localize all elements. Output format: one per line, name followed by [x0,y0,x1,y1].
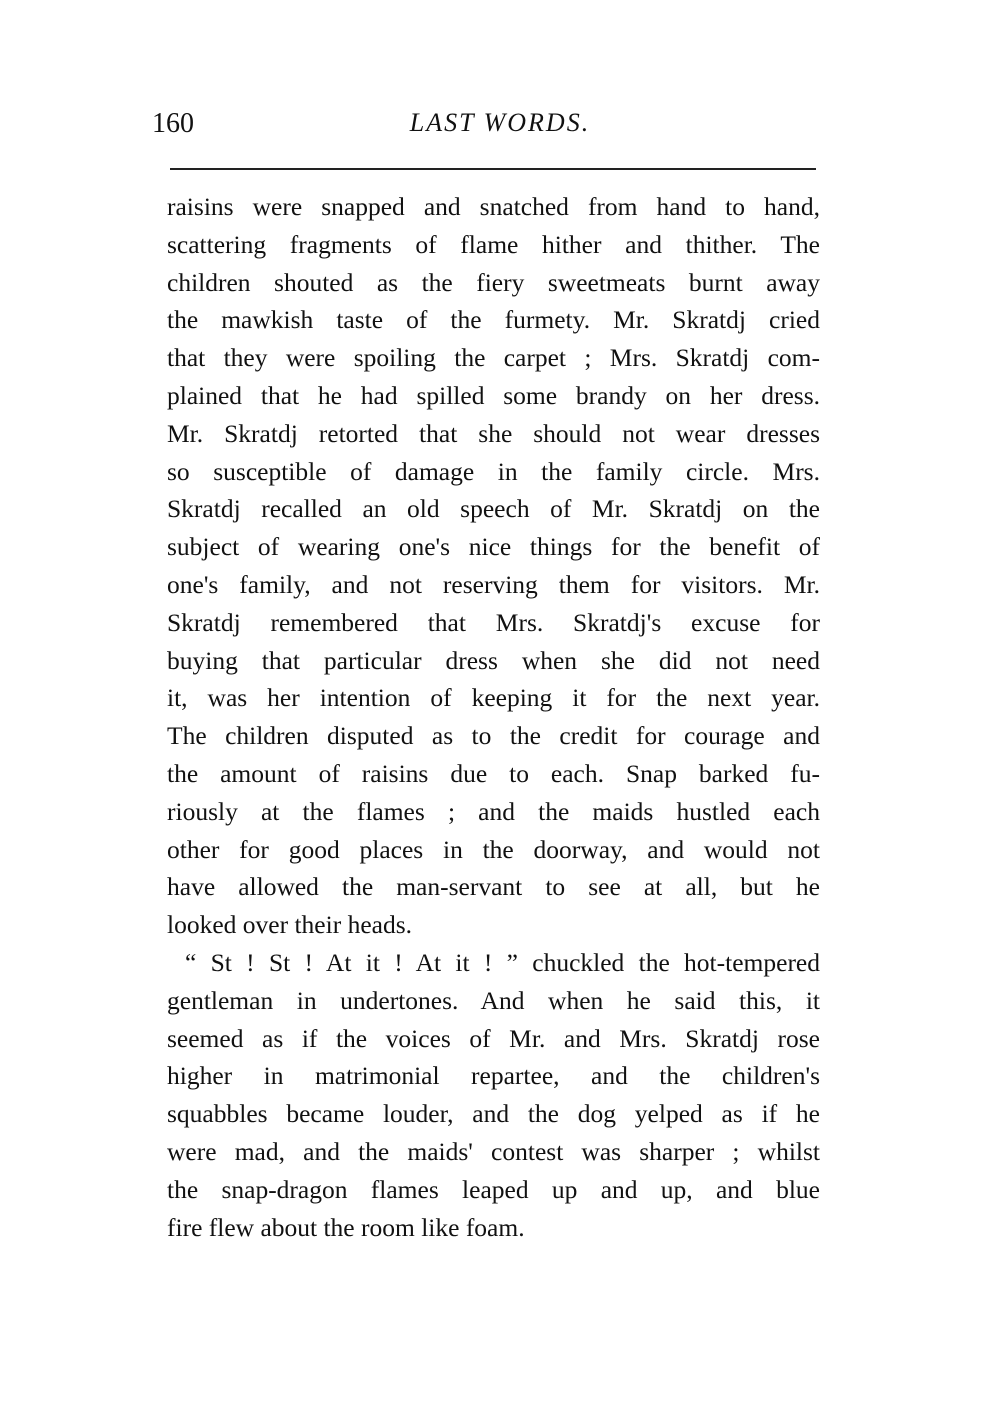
running-title: LAST WORDS. [409,108,591,137]
text-line: other for good places in the doorway, and would not [167,834,820,864]
text-line: Mr. Skratdj retorted that she should not wear dresses [167,418,820,448]
text-line: gentleman in undertones. And when he said this, it [167,985,820,1015]
text-line: subject of wearing one's nice things for the benefit of [167,532,820,562]
text-line: Skratdj recalled an old speech of Mr. Skratdj on the [167,494,820,524]
text-line: The children disputed as to the credit for courage and [167,721,820,751]
text-line: buying that particular dress when she did not need [167,645,820,675]
text-line: looked over their heads. [167,910,413,940]
text-line: so susceptible of damage in the family circle. Mrs. [167,456,820,486]
text-line: fire flew about the room like foam. [167,1212,525,1242]
text-line: the amount of raisins due to each. Snap barked fu- [167,758,820,788]
text-line: higher in matrimonial repartee, and the children's [167,1061,820,1091]
text-line: “ St ! St ! At it ! At it ! ” chuckled the hot-tempered [185,947,820,977]
text-line: have allowed the man-servant to see at all, but he [167,872,820,902]
text-line: riously at the flames ; and the maids hustled each [167,796,820,826]
text-line: Skratdj remembered that Mrs. Skratdj's excuse for [167,607,820,637]
text-line: squabbles became louder, and the dog yelped as if he [167,1099,820,1129]
text-line: scattering fragments of flame hither and thither. The [167,229,820,259]
text-line: plained that he had spilled some brandy on her dress. [167,380,820,410]
text-line: the snap-dragon flames leaped up and up, and blue [167,1174,820,1204]
text-line: it, was her intention of keeping it for the next year. [167,683,820,713]
text-line: the mawkish taste of the furmety. Mr. Skratdj cried [167,305,820,335]
text-line: one's family, and not reserving them for visitors. Mr. [167,569,820,599]
text-line: seemed as if the voices of Mr. and Mrs. Skratdj rose [167,1023,820,1053]
text-line: that they were spoiling the carpet ; Mrs. Skratdj com- [167,343,820,373]
header-rule [170,168,816,170]
text-line: were mad, and the maids' contest was sharper ; whilst [167,1136,820,1166]
body-text [167,188,820,1246]
page-number: 160 [152,108,194,139]
text-line: raisins were snapped and snatched from hand to hand, [167,192,820,221]
text-line: children shouted as the fiery sweetmeats burnt away [167,267,820,297]
